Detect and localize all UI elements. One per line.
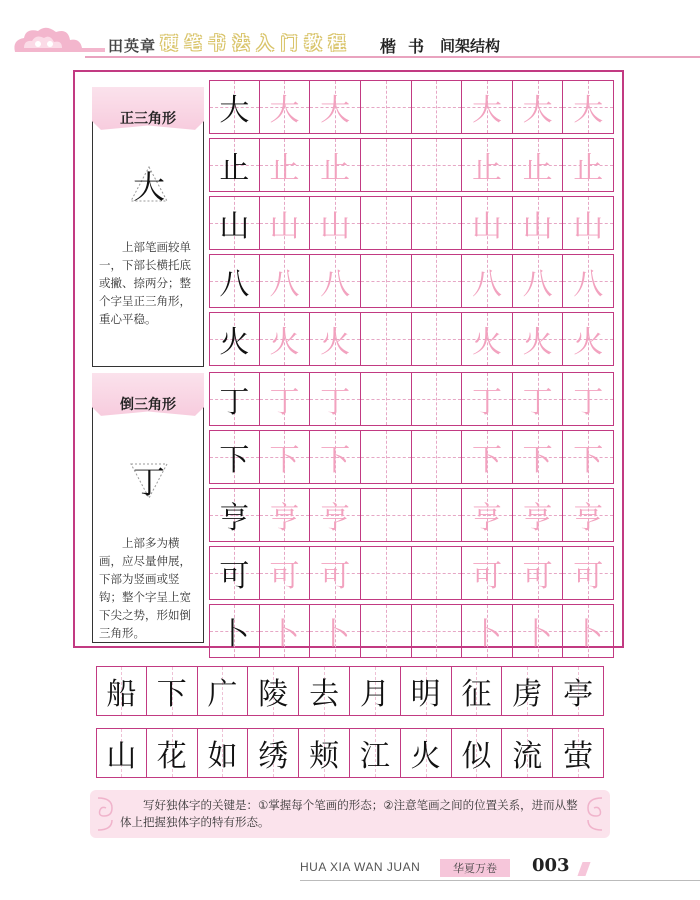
trace-character-cell[interactable]: 大 <box>513 80 564 134</box>
trace-character-cell[interactable]: 止 <box>563 138 614 192</box>
blank-practice-cell[interactable] <box>361 196 412 250</box>
trace-character-cell[interactable]: 大 <box>563 80 614 134</box>
practice-character-cell[interactable]: 征 <box>452 666 503 716</box>
trace-character-cell[interactable]: 亨 <box>513 488 564 542</box>
trace-character-cell[interactable]: 可 <box>513 546 564 600</box>
trace-character-cell[interactable]: 八 <box>513 254 564 308</box>
blank-practice-cell[interactable] <box>412 138 463 192</box>
trace-character-cell[interactable]: 火 <box>563 312 614 366</box>
blank-practice-cell[interactable] <box>412 488 463 542</box>
practice-character-cell[interactable]: 似 <box>452 728 503 778</box>
practice-character-cell[interactable]: 亭 <box>553 666 604 716</box>
trace-character-cell[interactable]: 大 <box>310 80 361 134</box>
trace-character-cell[interactable]: 卜 <box>563 604 614 658</box>
blank-practice-cell[interactable] <box>361 430 412 484</box>
trace-character-cell[interactable]: 可 <box>563 546 614 600</box>
practice-character-cell[interactable]: 虏 <box>502 666 553 716</box>
page-header <box>0 0 700 70</box>
blank-practice-cell[interactable] <box>361 138 412 192</box>
trace-character-cell[interactable]: 亨 <box>563 488 614 542</box>
section-title: 正三角形 <box>120 111 176 127</box>
page-number: 003 <box>532 855 570 876</box>
trace-character-cell[interactable]: 山 <box>310 196 361 250</box>
trace-character-cell[interactable]: 卜 <box>310 604 361 658</box>
practice-character-cell[interactable]: 颊 <box>299 728 350 778</box>
practice-grid-row <box>209 196 614 250</box>
model-character-cell: 丁 <box>209 372 260 426</box>
trace-character-cell[interactable]: 卜 <box>260 604 311 658</box>
practice-character-cell[interactable]: 花 <box>147 728 198 778</box>
trace-character-cell[interactable]: 可 <box>260 546 311 600</box>
practice-character-cell[interactable]: 绣 <box>248 728 299 778</box>
trace-character-cell[interactable]: 下 <box>563 430 614 484</box>
trace-character-cell[interactable]: 丁 <box>462 372 513 426</box>
trace-character-cell[interactable]: 丁 <box>310 372 361 426</box>
tip-text: 写好独体字的关键是：①掌握每个笔画的形态；②注意笔画之间的位置关系，进而从整体上把握独体字的特有形态。 <box>120 798 578 829</box>
practice-character-cell[interactable]: 广 <box>198 666 249 716</box>
model-character-cell: 可 <box>209 546 260 600</box>
series-char: 门 <box>280 33 298 54</box>
practice-character-cell[interactable]: 明 <box>401 666 452 716</box>
tip-box <box>90 790 610 838</box>
practice-character-cell[interactable]: 去 <box>299 666 350 716</box>
trace-character-cell[interactable]: 可 <box>310 546 361 600</box>
practice-character-cell[interactable]: 陵 <box>248 666 299 716</box>
practice-character-cell[interactable]: 萤 <box>553 728 604 778</box>
model-character-cell: 亨 <box>209 488 260 542</box>
demo-character: 丁 <box>127 458 171 502</box>
trace-character-cell[interactable]: 止 <box>462 138 513 192</box>
publisher-en: HUA XIA WAN JUAN <box>300 860 421 874</box>
chapter-topic: 间架结构 <box>440 37 501 55</box>
trace-character-cell[interactable]: 丁 <box>260 372 311 426</box>
blank-practice-cell[interactable] <box>412 80 463 134</box>
practice-grid-row <box>209 430 614 484</box>
series-char: 笔 <box>184 33 202 54</box>
trace-character-cell[interactable]: 下 <box>260 430 311 484</box>
trace-character-cell[interactable]: 止 <box>513 138 564 192</box>
series-title <box>158 29 348 53</box>
trace-character-cell[interactable]: 亨 <box>260 488 311 542</box>
practice-row <box>96 666 604 716</box>
practice-character-cell[interactable]: 江 <box>350 728 401 778</box>
blank-practice-cell[interactable] <box>361 254 412 308</box>
blank-practice-cell[interactable] <box>361 372 412 426</box>
trace-character-cell[interactable]: 山 <box>260 196 311 250</box>
publisher-cn: 华夏万卷 <box>440 859 510 877</box>
blank-practice-cell[interactable] <box>412 312 463 366</box>
practice-grid-row <box>209 546 614 600</box>
trace-character-cell[interactable]: 下 <box>513 430 564 484</box>
trace-character-cell[interactable]: 亨 <box>462 488 513 542</box>
author-name: 田英章 <box>108 37 157 55</box>
practice-character-cell[interactable]: 火 <box>401 728 452 778</box>
blank-practice-cell[interactable] <box>361 312 412 366</box>
script-style: 楷书 <box>380 37 437 56</box>
practice-grid-row <box>209 80 614 134</box>
practice-character-cell[interactable]: 山 <box>96 728 147 778</box>
trace-character-cell[interactable]: 火 <box>260 312 311 366</box>
footer-rule <box>300 880 700 881</box>
series-char: 书 <box>208 33 226 54</box>
practice-character-cell[interactable]: 流 <box>502 728 553 778</box>
blank-practice-cell[interactable] <box>361 488 412 542</box>
practice-character-cell[interactable]: 船 <box>96 666 147 716</box>
trace-character-cell[interactable]: 止 <box>310 138 361 192</box>
trace-character-cell[interactable]: 下 <box>462 430 513 484</box>
trace-character-cell[interactable]: 火 <box>462 312 513 366</box>
blank-practice-cell[interactable] <box>412 430 463 484</box>
blank-practice-cell[interactable] <box>412 372 463 426</box>
blank-practice-cell[interactable] <box>412 196 463 250</box>
section-panel-inverted-triangle <box>92 373 204 643</box>
section-panel-upright-triangle <box>92 87 204 367</box>
trace-character-cell[interactable]: 山 <box>563 196 614 250</box>
blank-practice-cell[interactable] <box>412 254 463 308</box>
model-character-cell: 火 <box>209 312 260 366</box>
practice-grid-row <box>209 488 614 542</box>
series-char: 硬 <box>160 33 178 54</box>
trace-character-cell[interactable]: 火 <box>513 312 564 366</box>
practice-character-cell[interactable]: 如 <box>198 728 249 778</box>
trace-character-cell[interactable]: 卜 <box>462 604 513 658</box>
trace-character-cell[interactable]: 八 <box>462 254 513 308</box>
trace-character-cell[interactable]: 八 <box>260 254 311 308</box>
blank-practice-cell[interactable] <box>412 546 463 600</box>
trace-character-cell[interactable]: 火 <box>310 312 361 366</box>
blank-practice-cell[interactable] <box>361 80 412 134</box>
section-description: 上部笔画较单一，下部长横托底或撇、捺两分；整个字呈正三角形，重心平稳。 <box>99 240 191 326</box>
trace-character-cell[interactable]: 大 <box>462 80 513 134</box>
trace-character-cell[interactable]: 丁 <box>563 372 614 426</box>
blank-practice-cell[interactable] <box>412 604 463 658</box>
trace-character-cell[interactable]: 亨 <box>310 488 361 542</box>
practice-grid-row <box>209 138 614 192</box>
practice-character-cell[interactable]: 月 <box>350 666 401 716</box>
trace-character-cell[interactable]: 山 <box>462 196 513 250</box>
practice-row <box>96 728 604 778</box>
series-char: 入 <box>256 33 274 54</box>
practice-grid-row <box>209 312 614 366</box>
section-description: 上部多为横画，应尽量伸展，下部为竖画或竖钩；整个字呈上宽下尖之势，形如倒三角形。 <box>99 536 191 640</box>
series-char: 程 <box>328 33 346 54</box>
trace-character-cell[interactable]: 山 <box>513 196 564 250</box>
ornament-icon <box>578 794 606 834</box>
series-char: 法 <box>232 33 250 54</box>
trace-character-cell[interactable]: 丁 <box>513 372 564 426</box>
demo-character: 大 <box>127 163 171 207</box>
trace-character-cell[interactable]: 可 <box>462 546 513 600</box>
model-character-cell: 卜 <box>209 604 260 658</box>
model-character-cell: 下 <box>209 430 260 484</box>
model-character-cell: 止 <box>209 138 260 192</box>
trace-character-cell[interactable]: 八 <box>563 254 614 308</box>
section-title: 倒三角形 <box>120 397 176 413</box>
trace-character-cell[interactable]: 卜 <box>513 604 564 658</box>
trace-character-cell[interactable]: 下 <box>310 430 361 484</box>
model-character-cell: 山 <box>209 196 260 250</box>
blank-practice-cell[interactable] <box>361 546 412 600</box>
model-character-cell: 八 <box>209 254 260 308</box>
trace-character-cell[interactable]: 大 <box>260 80 311 134</box>
trace-character-cell[interactable]: 止 <box>260 138 311 192</box>
practice-grid-row <box>209 604 614 658</box>
blank-practice-cell[interactable] <box>361 604 412 658</box>
page-tab-ornament <box>577 862 590 876</box>
practice-grid-row <box>209 254 614 308</box>
ornament-icon <box>94 794 122 834</box>
model-character-cell: 大 <box>209 80 260 134</box>
practice-character-cell[interactable]: 下 <box>147 666 198 716</box>
series-char: 教 <box>304 33 322 54</box>
trace-character-cell[interactable]: 八 <box>310 254 361 308</box>
practice-grid-row <box>209 372 614 426</box>
